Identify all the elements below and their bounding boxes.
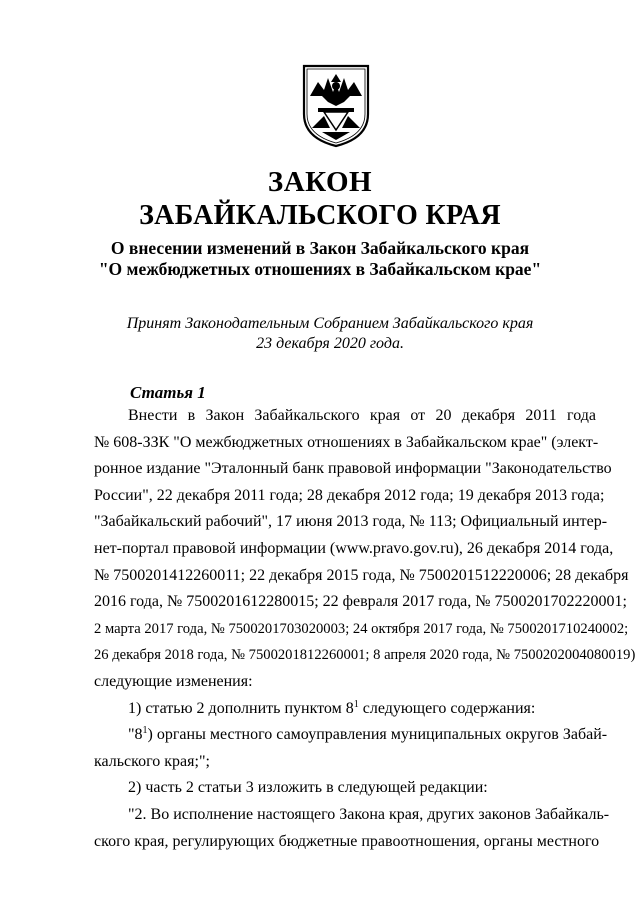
body-line: № 7500201412260011; 22 декабря 2015 года, № 7500201512220006; 28 декабря xyxy=(94,566,629,584)
body-line: 26 декабря 2018 года, № 7500201812260001; 8 апреля 2020 года, № 7500202004080019) xyxy=(94,647,636,664)
superscript: 1 xyxy=(142,725,148,737)
adoption-date: 23 декабря 2020 года. xyxy=(256,335,404,352)
quoted-text-line: кальского края;"; xyxy=(94,752,210,770)
quoted-text-line xyxy=(94,722,608,749)
article-body xyxy=(94,403,636,855)
coat-of-arms-emblem xyxy=(300,62,372,148)
quoted-text-line: "2. Во исполнение настоящего Закона края, других законов Забайкаль- xyxy=(128,805,610,823)
superscript: 1 xyxy=(353,698,359,710)
subtitle-line: О внесении изменений в Закон Забайкальского края xyxy=(110,238,530,258)
body-line: № 608-ЗЗК "О межбюджетных отношениях в Забайкальском крае" (элект- xyxy=(94,433,599,451)
body-line: ронное издание "Эталонный банк правовой информации "Законодательство xyxy=(94,460,612,478)
quote-text: "8 xyxy=(128,726,143,744)
article-heading: Статья 1 xyxy=(130,383,206,402)
document-title-region: ЗАБАЙКАЛЬСКОГО КРАЯ xyxy=(139,200,501,231)
body-line: следующие изменения: xyxy=(94,672,253,690)
quoted-text-line: ского края, регулирующих бюджетные правоотношения, органы местного xyxy=(94,832,600,850)
adoption-line: Принят Законодательным Собранием Забайкальского края xyxy=(126,315,534,332)
body-line: 2016 года, № 7500201612280015; 22 февраля 2017 года, № 7500201702220001; xyxy=(94,593,627,611)
body-line: России", 22 декабря 2011 года; 28 декабря 2012 года; 19 декабря 2013 года; xyxy=(94,486,605,504)
document-subtitle xyxy=(0,238,640,280)
amendment-item-1 xyxy=(94,696,596,723)
item-text: 1) статью 2 дополнить пунктом 8 xyxy=(128,699,354,717)
body-line: нет-портал правовой информации (www.pravo.gov.ru), 26 декабря 2014 года, xyxy=(94,539,614,557)
body-line: Внести в Закон Забайкальского края от 20 декабря 2011 года xyxy=(128,407,596,424)
body-line: "Забайкальский рабочий", 17 июня 2013 года, № 113; Официальный интер- xyxy=(94,513,608,531)
quote-text: ) органы местного самоуправления муниципальных округов Забай- xyxy=(147,726,608,744)
document-title: ЗАКОН xyxy=(267,166,373,198)
subtitle-line: "О межбюджетных отношениях в Забайкальском крае" xyxy=(98,259,542,279)
amendment-item-2: 2) часть 2 статьи 3 изложить в следующей редакции: xyxy=(128,779,488,797)
item-text: следующего содержания: xyxy=(358,699,536,717)
body-line: 2 марта 2017 года, № 7500201703020003; 24 октября 2017 года, № 7500201710240002; xyxy=(94,620,629,637)
adoption-note xyxy=(0,314,640,354)
